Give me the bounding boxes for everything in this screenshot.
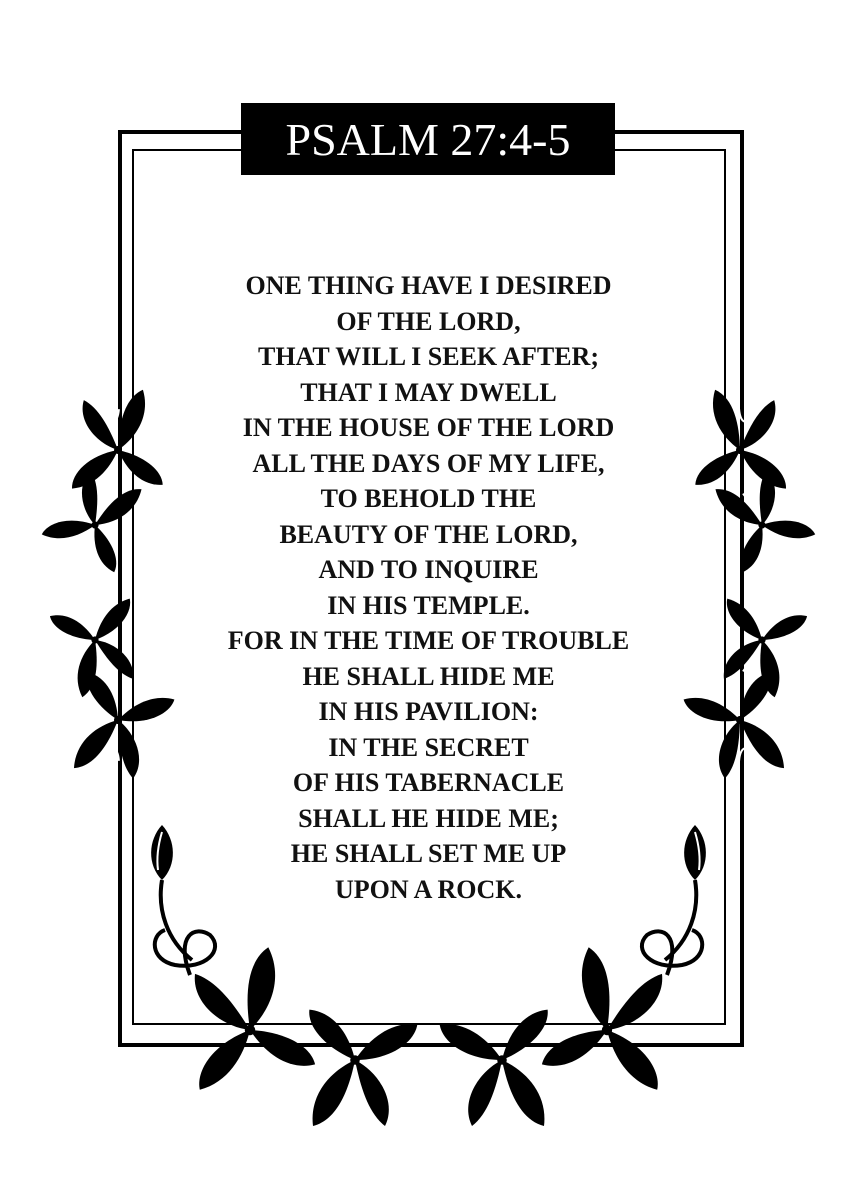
verse-line: BEAUTY OF THE LORD, — [279, 519, 578, 549]
verse-line: OF HIS TABERNACLE — [292, 768, 565, 797]
bottom-flower-cluster — [162, 946, 695, 1126]
verse-line: IN HIS PAVILION: — [318, 697, 539, 726]
verse-line: IN THE HOUSE OF THE LORD — [242, 413, 615, 442]
verse-line: FOR IN THE TIME OF TROUBLE — [227, 626, 630, 655]
verse-line: IN HIS TEMPLE. — [327, 590, 530, 620]
verse-line: HE SHALL HIDE ME — [302, 661, 555, 691]
verse-line: HE SHALL SET ME UP — [290, 839, 567, 868]
verse-line: UPON A ROCK. — [334, 874, 523, 904]
verse-line: ALL THE DAYS OF MY LIFE, — [252, 448, 605, 478]
verse-line: AND TO INQUIRE — [318, 555, 539, 584]
verse-line: ONE THING HAVE I DESIRED — [245, 271, 612, 300]
verse-text — [140, 268, 717, 907]
page-title: PSALM 27:4-5 — [285, 113, 571, 165]
title-banner — [241, 103, 615, 175]
verse-line: THAT I MAY DWELL — [300, 377, 557, 407]
verse-line: OF THE LORD, — [336, 306, 521, 336]
verse-line: SHALL HE HIDE ME; — [298, 803, 559, 833]
verse-line: THAT WILL I SEEK AFTER; — [257, 342, 599, 371]
verse-line: IN THE SECRET — [328, 732, 529, 762]
verse-line: TO BEHOLD THE — [320, 484, 537, 513]
